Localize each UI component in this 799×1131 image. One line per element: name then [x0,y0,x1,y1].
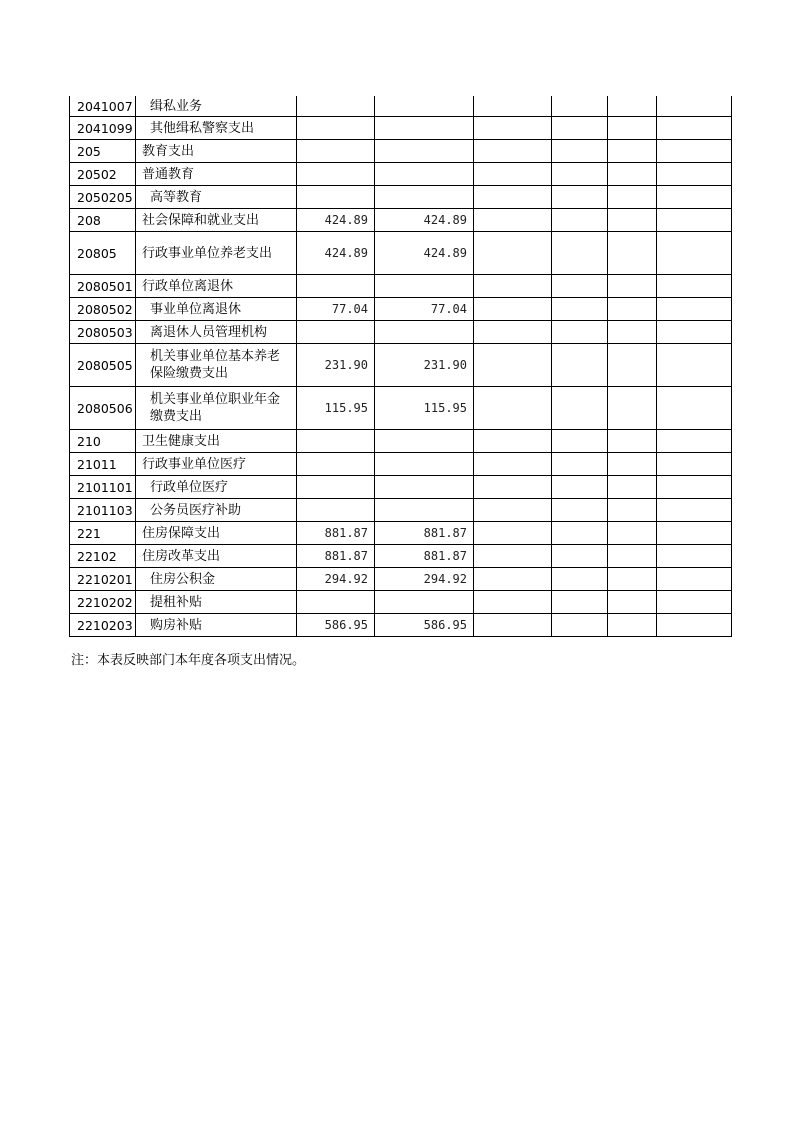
empty-cell [552,209,608,232]
empty-cell [608,117,657,140]
total-amount-cell [297,499,375,522]
subject-code-cell: 2041099 [70,117,136,140]
table-row [70,209,732,232]
total-amount-cell [297,96,375,117]
empty-cell [657,275,732,298]
basic-expenditure-cell [375,117,474,140]
table-row [70,186,732,209]
empty-cell [608,186,657,209]
empty-cell [657,232,732,275]
basic-expenditure-cell [375,163,474,186]
empty-cell [474,522,552,545]
subject-code-cell: 20502 [70,163,136,186]
subject-name-cell: 普通教育 [136,163,297,186]
total-amount-cell [297,186,375,209]
total-amount-cell [297,163,375,186]
total-amount-cell [297,453,375,476]
table-footnote: 注：本表反映部门本年度各项支出情况。 [71,653,306,668]
subject-code-cell: 2101101 [70,476,136,499]
expenditure-table-container [69,96,731,637]
subject-name-cell: 社会保障和就业支出 [136,209,297,232]
empty-cell [552,614,608,637]
empty-cell [657,96,732,117]
basic-expenditure-cell [375,140,474,163]
empty-cell [474,430,552,453]
empty-cell [608,275,657,298]
subject-name-cell: 卫生健康支出 [136,430,297,453]
empty-cell [474,140,552,163]
empty-cell [657,522,732,545]
subject-name-cell: 离退休人员管理机构 [136,321,297,344]
subject-code-cell: 221 [70,522,136,545]
subject-code-cell: 2080502 [70,298,136,321]
empty-cell [608,430,657,453]
table-row [70,387,732,430]
empty-cell [552,453,608,476]
empty-cell [474,591,552,614]
empty-cell [552,186,608,209]
empty-cell [657,186,732,209]
total-amount-cell: 294.92 [297,568,375,591]
empty-cell [657,163,732,186]
total-amount-cell [297,275,375,298]
empty-cell [657,344,732,387]
empty-cell [552,522,608,545]
empty-cell [474,499,552,522]
table-row [70,522,732,545]
basic-expenditure-cell: 115.95 [375,387,474,430]
empty-cell [608,298,657,321]
empty-cell [474,568,552,591]
empty-cell [608,232,657,275]
empty-cell [608,96,657,117]
empty-cell [608,453,657,476]
empty-cell [552,344,608,387]
empty-cell [552,117,608,140]
basic-expenditure-cell [375,186,474,209]
subject-name-cell: 住房保障支出 [136,522,297,545]
empty-cell [474,186,552,209]
basic-expenditure-cell: 881.87 [375,545,474,568]
empty-cell [608,591,657,614]
subject-code-cell: 2210201 [70,568,136,591]
basic-expenditure-cell: 586.95 [375,614,474,637]
empty-cell [552,476,608,499]
table-row [70,321,732,344]
subject-code-cell: 2080506 [70,387,136,430]
table-row [70,140,732,163]
total-amount-cell [297,117,375,140]
empty-cell [657,614,732,637]
empty-cell [608,387,657,430]
empty-cell [552,96,608,117]
empty-cell [474,163,552,186]
empty-cell [657,387,732,430]
empty-cell [608,163,657,186]
subject-code-cell: 2050205 [70,186,136,209]
empty-cell [474,344,552,387]
subject-name-cell: 行政单位医疗 [136,476,297,499]
empty-cell [474,476,552,499]
subject-name-cell: 缉私业务 [136,96,297,117]
empty-cell [552,387,608,430]
empty-cell [552,321,608,344]
table-row [70,499,732,522]
basic-expenditure-cell [375,275,474,298]
basic-expenditure-cell [375,453,474,476]
total-amount-cell: 586.95 [297,614,375,637]
basic-expenditure-cell [375,499,474,522]
empty-cell [608,568,657,591]
empty-cell [657,140,732,163]
table-row [70,453,732,476]
empty-cell [608,209,657,232]
subject-name-cell: 教育支出 [136,140,297,163]
basic-expenditure-cell: 424.89 [375,209,474,232]
subject-code-cell: 2041007 [70,96,136,117]
table-row [70,298,732,321]
subject-code-cell: 2080505 [70,344,136,387]
subject-name-cell: 公务员医疗补助 [136,499,297,522]
empty-cell [552,298,608,321]
empty-cell [552,140,608,163]
table-row [70,275,732,298]
empty-cell [657,568,732,591]
total-amount-cell [297,591,375,614]
subject-name-cell: 高等教育 [136,186,297,209]
subject-code-cell: 210 [70,430,136,453]
table-row [70,96,732,117]
subject-code-cell: 22102 [70,545,136,568]
subject-code-cell: 2080501 [70,275,136,298]
table-row [70,476,732,499]
basic-expenditure-cell [375,476,474,499]
basic-expenditure-cell [375,321,474,344]
empty-cell [474,275,552,298]
empty-cell [657,499,732,522]
empty-cell [657,476,732,499]
total-amount-cell: 881.87 [297,545,375,568]
table-row [70,614,732,637]
empty-cell [552,591,608,614]
basic-expenditure-cell [375,591,474,614]
basic-expenditure-cell [375,430,474,453]
subject-name-cell: 行政事业单位医疗 [136,453,297,476]
subject-code-cell: 21011 [70,453,136,476]
empty-cell [552,568,608,591]
subject-code-cell: 205 [70,140,136,163]
empty-cell [608,499,657,522]
empty-cell [657,209,732,232]
empty-cell [552,430,608,453]
empty-cell [474,614,552,637]
empty-cell [552,232,608,275]
empty-cell [552,545,608,568]
empty-cell [552,275,608,298]
basic-expenditure-cell [375,96,474,117]
empty-cell [474,232,552,275]
empty-cell [657,321,732,344]
table-row [70,117,732,140]
table-row [70,232,732,275]
empty-cell [474,298,552,321]
empty-cell [474,453,552,476]
empty-cell [552,499,608,522]
table-row [70,591,732,614]
empty-cell [552,163,608,186]
empty-cell [474,209,552,232]
basic-expenditure-cell: 294.92 [375,568,474,591]
subject-code-cell: 20805 [70,232,136,275]
total-amount-cell: 115.95 [297,387,375,430]
subject-name-cell: 机关事业单位职业年金缴费支出 [136,387,297,430]
table-body [70,96,732,637]
empty-cell [474,387,552,430]
total-amount-cell [297,140,375,163]
subject-name-cell: 行政单位离退休 [136,275,297,298]
empty-cell [474,96,552,117]
table-row [70,430,732,453]
empty-cell [657,591,732,614]
empty-cell [657,430,732,453]
total-amount-cell: 231.90 [297,344,375,387]
empty-cell [608,476,657,499]
empty-cell [608,522,657,545]
total-amount-cell [297,476,375,499]
empty-cell [474,321,552,344]
empty-cell [657,117,732,140]
subject-code-cell: 2101103 [70,499,136,522]
subject-name-cell: 住房改革支出 [136,545,297,568]
empty-cell [608,614,657,637]
subject-name-cell: 提租补贴 [136,591,297,614]
table-row [70,545,732,568]
table-row [70,568,732,591]
subject-name-cell: 其他缉私警察支出 [136,117,297,140]
subject-code-cell: 208 [70,209,136,232]
empty-cell [474,545,552,568]
empty-cell [657,453,732,476]
subject-name-cell: 事业单位离退休 [136,298,297,321]
total-amount-cell: 424.89 [297,232,375,275]
subject-code-cell: 2080503 [70,321,136,344]
subject-code-cell: 2210202 [70,591,136,614]
empty-cell [608,140,657,163]
empty-cell [657,545,732,568]
total-amount-cell: 424.89 [297,209,375,232]
empty-cell [608,545,657,568]
empty-cell [608,344,657,387]
total-amount-cell [297,321,375,344]
total-amount-cell [297,430,375,453]
subject-name-cell: 住房公积金 [136,568,297,591]
subject-name-cell: 行政事业单位养老支出 [136,232,297,275]
basic-expenditure-cell: 77.04 [375,298,474,321]
empty-cell [608,321,657,344]
basic-expenditure-cell: 881.87 [375,522,474,545]
subject-code-cell: 2210203 [70,614,136,637]
basic-expenditure-cell: 424.89 [375,232,474,275]
table-row [70,163,732,186]
table-row [70,344,732,387]
subject-name-cell: 机关事业单位基本养老保险缴费支出 [136,344,297,387]
subject-name-cell: 购房补贴 [136,614,297,637]
total-amount-cell: 881.87 [297,522,375,545]
basic-expenditure-cell: 231.90 [375,344,474,387]
total-amount-cell: 77.04 [297,298,375,321]
empty-cell [657,298,732,321]
expenditure-table [69,96,732,637]
empty-cell [474,117,552,140]
